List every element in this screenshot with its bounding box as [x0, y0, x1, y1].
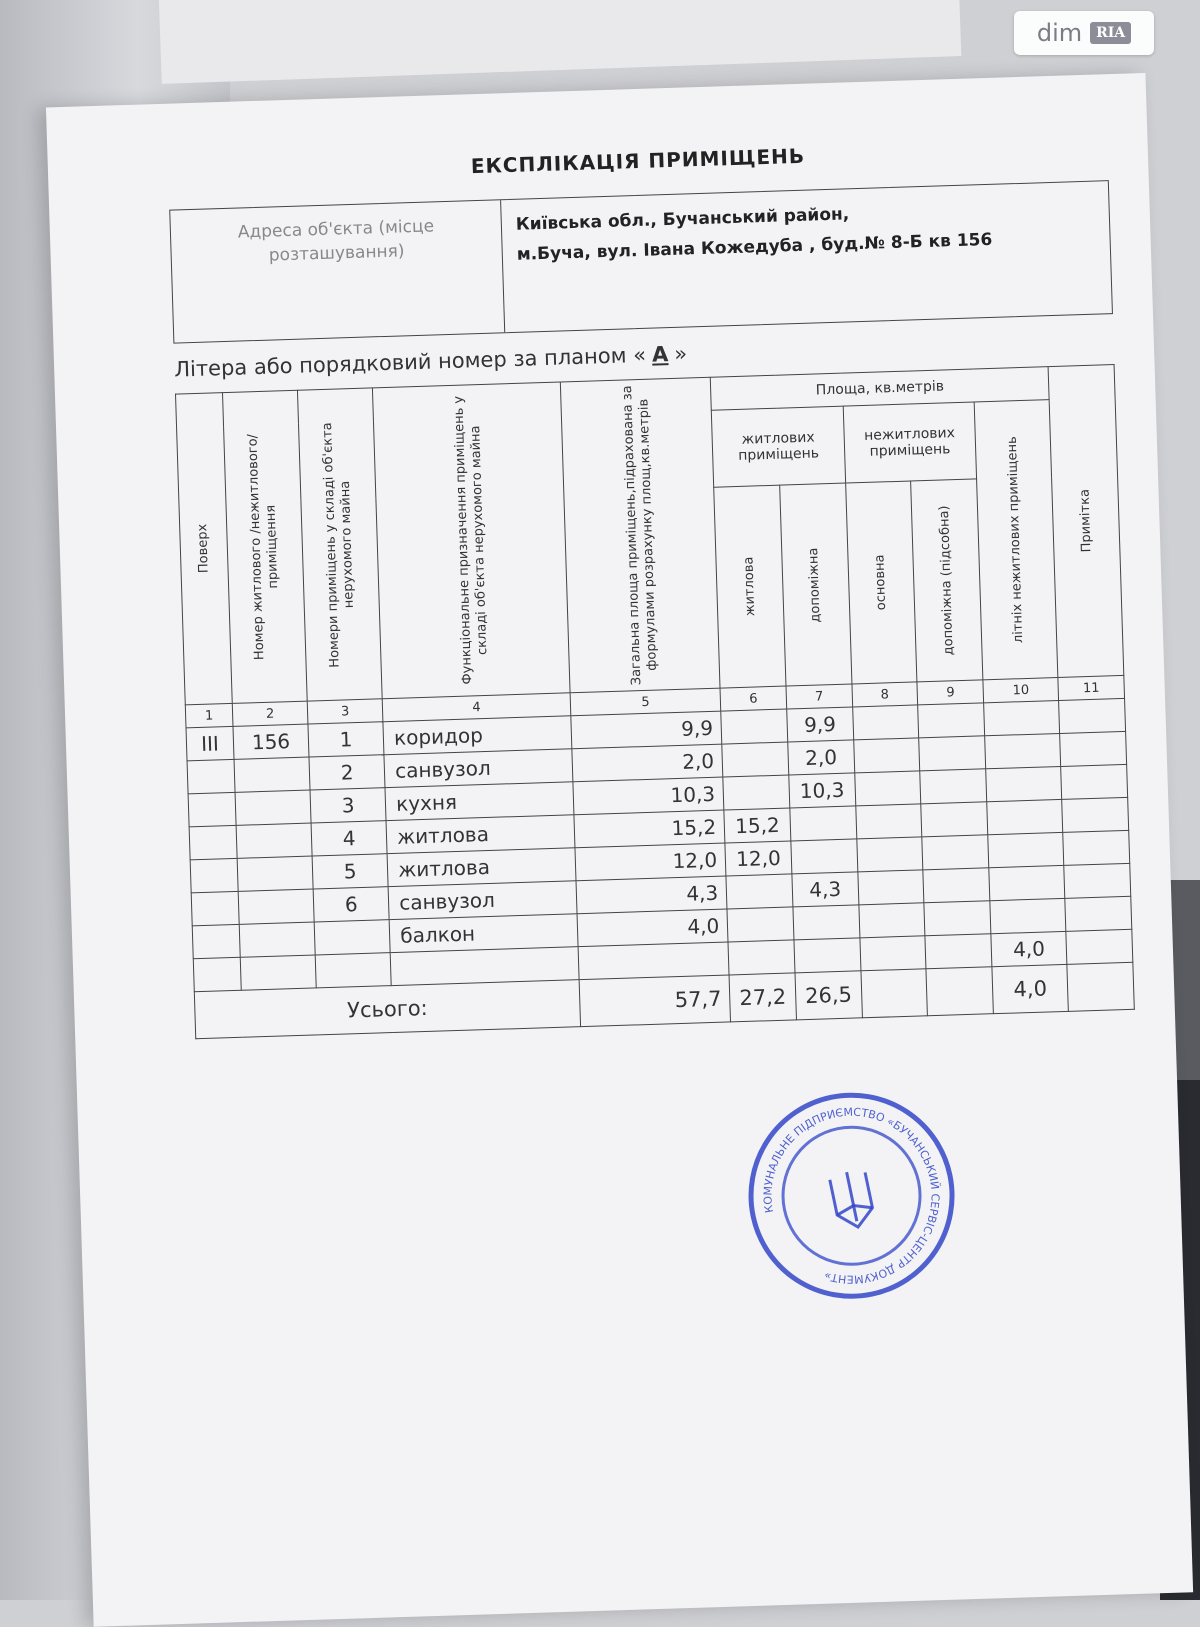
cell-sub [918, 703, 985, 738]
cell-note [1059, 698, 1126, 733]
header-room-numbers: Номери приміщень у складі об'єкта нерухомого майна [298, 388, 383, 701]
header-main: основна [845, 481, 917, 684]
cell-total: 4,3 [576, 876, 727, 914]
document-title: ЕКСПЛІКАЦІЯ ПРИМІЩЕНЬ [470, 143, 806, 179]
header-nonresidential-group: нежитлових приміщень [843, 402, 977, 483]
cell-living: 15,2 [724, 808, 791, 843]
cell-apt [235, 790, 311, 825]
table-body [186, 698, 1133, 991]
cell-floor [192, 924, 240, 958]
header-auxiliary: допоміжна [780, 483, 852, 686]
explication-table [175, 364, 1135, 1039]
address-line-2: м.Буча, вул. Івана Кожедуба , буд.№ 8-Б кв 156 [516, 229, 993, 265]
cell-room: 4 [311, 821, 387, 856]
cell-name: балкон [389, 914, 578, 953]
cell-note [1065, 896, 1132, 931]
column-number: 6 [720, 686, 786, 711]
cell-total: 4,0 [577, 909, 728, 947]
address-line-1: Київська обл., Бучанський район, [515, 204, 850, 235]
cell-main [855, 804, 922, 839]
cell-floor [187, 759, 235, 793]
total-note [1067, 962, 1134, 1011]
header-apartment-number: Номер житлового /нежитлового/ приміщення [222, 390, 307, 703]
address-box [169, 180, 1113, 343]
total-summer: 4,0 [992, 964, 1069, 1013]
cell-apt [237, 856, 313, 891]
cell-main [859, 903, 926, 938]
cell-note [1066, 929, 1133, 964]
cell-total: 10,3 [573, 777, 724, 815]
column-number: 7 [786, 684, 852, 709]
cell-aux [790, 806, 857, 841]
cell-name: санвузол [388, 881, 577, 920]
cell-main [858, 870, 925, 905]
cell-apt: 156 [233, 724, 309, 759]
cell-summer [988, 832, 1064, 867]
cell-apt [238, 889, 314, 924]
plan-letter: А [651, 342, 669, 367]
total-subsidiary [926, 967, 993, 1016]
cell-summer [989, 865, 1065, 900]
cell-name: кухня [385, 782, 574, 821]
cell-living [726, 874, 793, 909]
cell-floor [193, 957, 241, 991]
total-label: Усього: [194, 980, 580, 1039]
cell-room: 5 [312, 854, 388, 889]
cell-room [315, 953, 391, 988]
header-note: Примітка [1048, 365, 1124, 678]
cell-apt [240, 955, 316, 990]
header-summer-areas: літніх нежитлових приміщень [974, 400, 1058, 680]
column-number: 2 [232, 701, 308, 726]
column-number: 8 [852, 682, 918, 707]
address-value [501, 181, 1112, 332]
cell-name: житлова [386, 815, 575, 854]
total-auxiliary: 26,5 [795, 971, 862, 1020]
cell-main [852, 705, 919, 740]
cell-sub [923, 868, 990, 903]
background-paper [159, 0, 962, 84]
cell-aux [793, 905, 860, 940]
cell-apt [239, 922, 315, 957]
header-area-group: Площа, кв.метрів [710, 367, 1049, 411]
column-number: 10 [983, 677, 1059, 702]
cell-floor: III [186, 726, 234, 760]
cell-living: 12,0 [725, 841, 792, 876]
cell-room [314, 920, 390, 955]
cell-floor [189, 825, 237, 859]
cell-name: коридор [383, 716, 572, 755]
cell-living [728, 940, 795, 975]
header-subsidiary: допоміжна (підсобна) [911, 479, 983, 682]
cell-sub [920, 769, 987, 804]
cell-summer [985, 733, 1061, 768]
cell-apt [236, 823, 312, 858]
cell-total: 15,2 [574, 810, 725, 848]
address-label: Адреса об'єкта (місце розташування) [170, 200, 505, 342]
column-number: 9 [917, 680, 983, 705]
cell-total: 12,0 [575, 843, 726, 881]
cell-name: житлова [387, 848, 576, 887]
cell-living [727, 907, 794, 942]
cell-summer [987, 799, 1063, 834]
cell-room: 3 [310, 788, 386, 823]
cell-summer [990, 898, 1066, 933]
total-living: 27,2 [729, 973, 796, 1022]
cell-main [856, 837, 923, 872]
column-number: 4 [382, 693, 570, 722]
cell-aux [791, 839, 858, 874]
cell-note [1060, 731, 1127, 766]
column-number: 3 [307, 699, 383, 724]
total-area: 57,7 [579, 975, 731, 1027]
cell-floor [191, 891, 239, 925]
cell-sub [925, 934, 992, 969]
column-number: 5 [570, 688, 721, 716]
cell-summer: 4,0 [991, 931, 1067, 966]
cell-aux: 4,3 [792, 872, 859, 907]
cell-apt [234, 757, 310, 792]
header-floor: Поверх [176, 393, 233, 705]
cell-note [1062, 797, 1129, 832]
document-page [46, 73, 1193, 1627]
official-stamp [730, 1074, 974, 1318]
cell-aux [794, 938, 861, 973]
cell-sub [919, 736, 986, 771]
header-living: житлова [714, 485, 786, 688]
watermark-brand: dim [1036, 19, 1083, 47]
cell-main [860, 936, 927, 971]
column-number: 11 [1058, 675, 1124, 700]
cell-summer [984, 700, 1060, 735]
cell-aux: 2,0 [788, 740, 855, 775]
header-function: Функціональне призначення приміщень у складі об'єкта нерухомого майна [373, 382, 570, 699]
cell-aux: 9,9 [787, 707, 854, 742]
cell-living [723, 775, 790, 810]
cell-room: 1 [308, 722, 384, 757]
cell-name: санвузол [384, 749, 573, 788]
cell-floor [188, 792, 236, 826]
cell-floor [190, 858, 238, 892]
cell-living [721, 709, 788, 744]
dimria-watermark [1014, 11, 1154, 55]
plan-label-prefix: Літера або порядковий номер за планом « [173, 342, 647, 382]
plan-label-suffix: » [673, 341, 688, 366]
total-main [861, 969, 928, 1018]
cell-note [1064, 863, 1131, 898]
document-content [168, 134, 1135, 1286]
cell-note [1061, 764, 1128, 799]
cell-sub [921, 802, 988, 837]
cell-note [1063, 830, 1130, 865]
cell-summer [986, 766, 1062, 801]
cell-sub [924, 901, 991, 936]
cell-total: 9,9 [571, 711, 722, 749]
cell-main [854, 771, 921, 806]
column-number: 1 [185, 703, 233, 727]
cell-room: 2 [309, 755, 385, 790]
cell-room: 6 [313, 887, 389, 922]
cell-total: 2,0 [572, 744, 723, 782]
cell-main [853, 738, 920, 773]
stamp-text: КОМУНАЛЬНЕ ПІДПРИЄМСТВО «БУЧАНСЬКИЙ СЕРВІС-ЦЕНТР ДОКУМЕНТ» [761, 1105, 942, 1286]
cell-total [578, 942, 729, 980]
header-total-area: Загальна площа приміщень,підрахована за формулами розрахунку площ,кв.метрів [560, 377, 720, 693]
cell-living [722, 742, 789, 777]
watermark-badge: RIA [1090, 22, 1131, 44]
header-residential-group: житлових приміщень [712, 406, 846, 487]
cell-sub [922, 835, 989, 870]
cell-aux: 10,3 [789, 773, 856, 808]
